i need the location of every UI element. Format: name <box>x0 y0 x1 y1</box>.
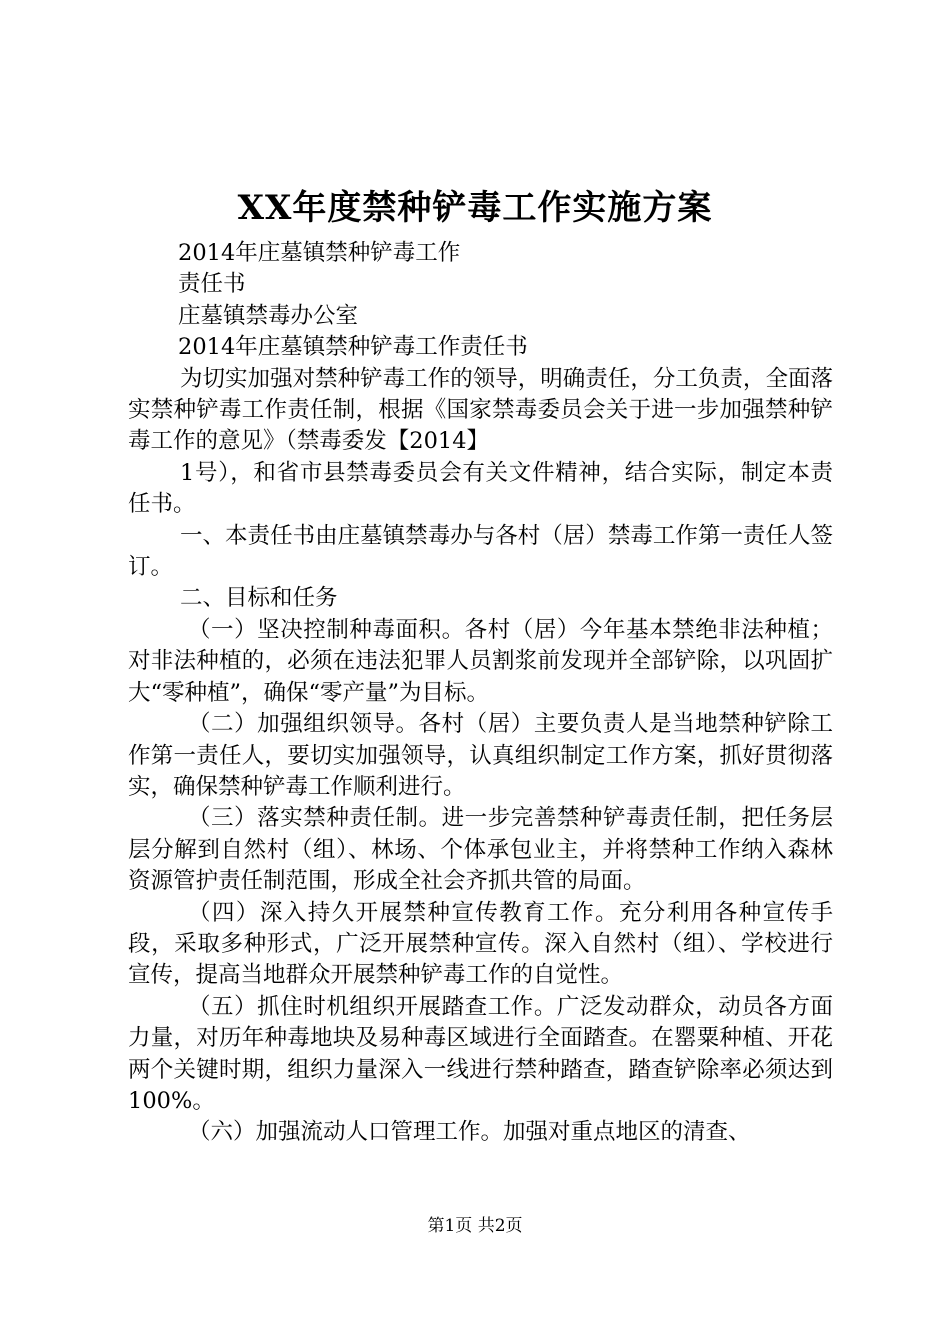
paragraph: （六）加强流动人口管理工作。加强对重点地区的清查、 <box>188 1119 751 1146</box>
paragraph: 一、本责任书由庄墓镇禁毒办与各村（居）禁毒工作第一责任人签订。 <box>128 522 833 581</box>
header-line: 2014年庄墓镇禁种铲毒工作 <box>178 240 461 266</box>
paragraph: 二、目标和任务 <box>180 585 338 612</box>
paragraph: （四）深入持久开展禁种宣传教育工作。充分利用各种宣传手段，采取多种形式，广泛开展禁种宣传。深入自然村（组）、学校进行宣传，提高当地群众开展禁种铲毒工作的自觉性。 <box>128 899 833 989</box>
document-title: XX年度禁种铲毒工作实施方案 <box>237 188 713 228</box>
header-line: 责任书 <box>178 271 246 298</box>
paragraph: 为切实加强对禁种铲毒工作的领导，明确责任，分工负责，全面落实禁种铲毒工作责任制，根据《国家禁毒委员会关于进一步加强禁种铲毒工作的意见》（禁毒委发【2014】 <box>128 365 833 455</box>
paragraph: （五）抓住时机组织开展踏查工作。广泛发动群众，动员各方面力量，对历年种毒地块及易种毒区域进行全面踏查。在罂粟种植、开花两个关键时期，组织力量深入一线进行禁种踏查，踏查铲除率必须达到100%。 <box>128 993 833 1114</box>
paragraph: （三）落实禁种责任制。进一步完善禁种铲毒责任制，把任务层层分解到自然村（组）、林场、个体承包业主，并将禁种工作纳入森林资源管护责任制范围，形成全社会齐抓共管的局面。 <box>128 805 833 895</box>
header-line: 庄墓镇禁毒办公室 <box>178 302 359 329</box>
paragraph: （二）加强组织领导。各村（居）主要负责人是当地禁种铲除工作第一责任人，要切实加强领导，认真组织制定工作方案，抓好贯彻落实，确保禁种铲毒工作顺利进行。 <box>128 711 833 800</box>
page-footer: 第1页 共2页 <box>427 1216 523 1236</box>
document-body <box>128 238 833 1149</box>
paragraph: （一）坚决控制种毒面积。各村（居）今年基本禁绝非法种植；对非法种植的，必须在违法犯罪人员割浆前发现并全部铲除，以巩固扩大“零种植”，确保“零产量”为目标。 <box>128 616 833 706</box>
header-line: 2014年庄墓镇禁种铲毒工作责任书 <box>178 334 528 361</box>
paragraph: 1号），和省市县禁毒委员会有关文件精神，结合实际，制定本责任书。 <box>128 459 833 518</box>
